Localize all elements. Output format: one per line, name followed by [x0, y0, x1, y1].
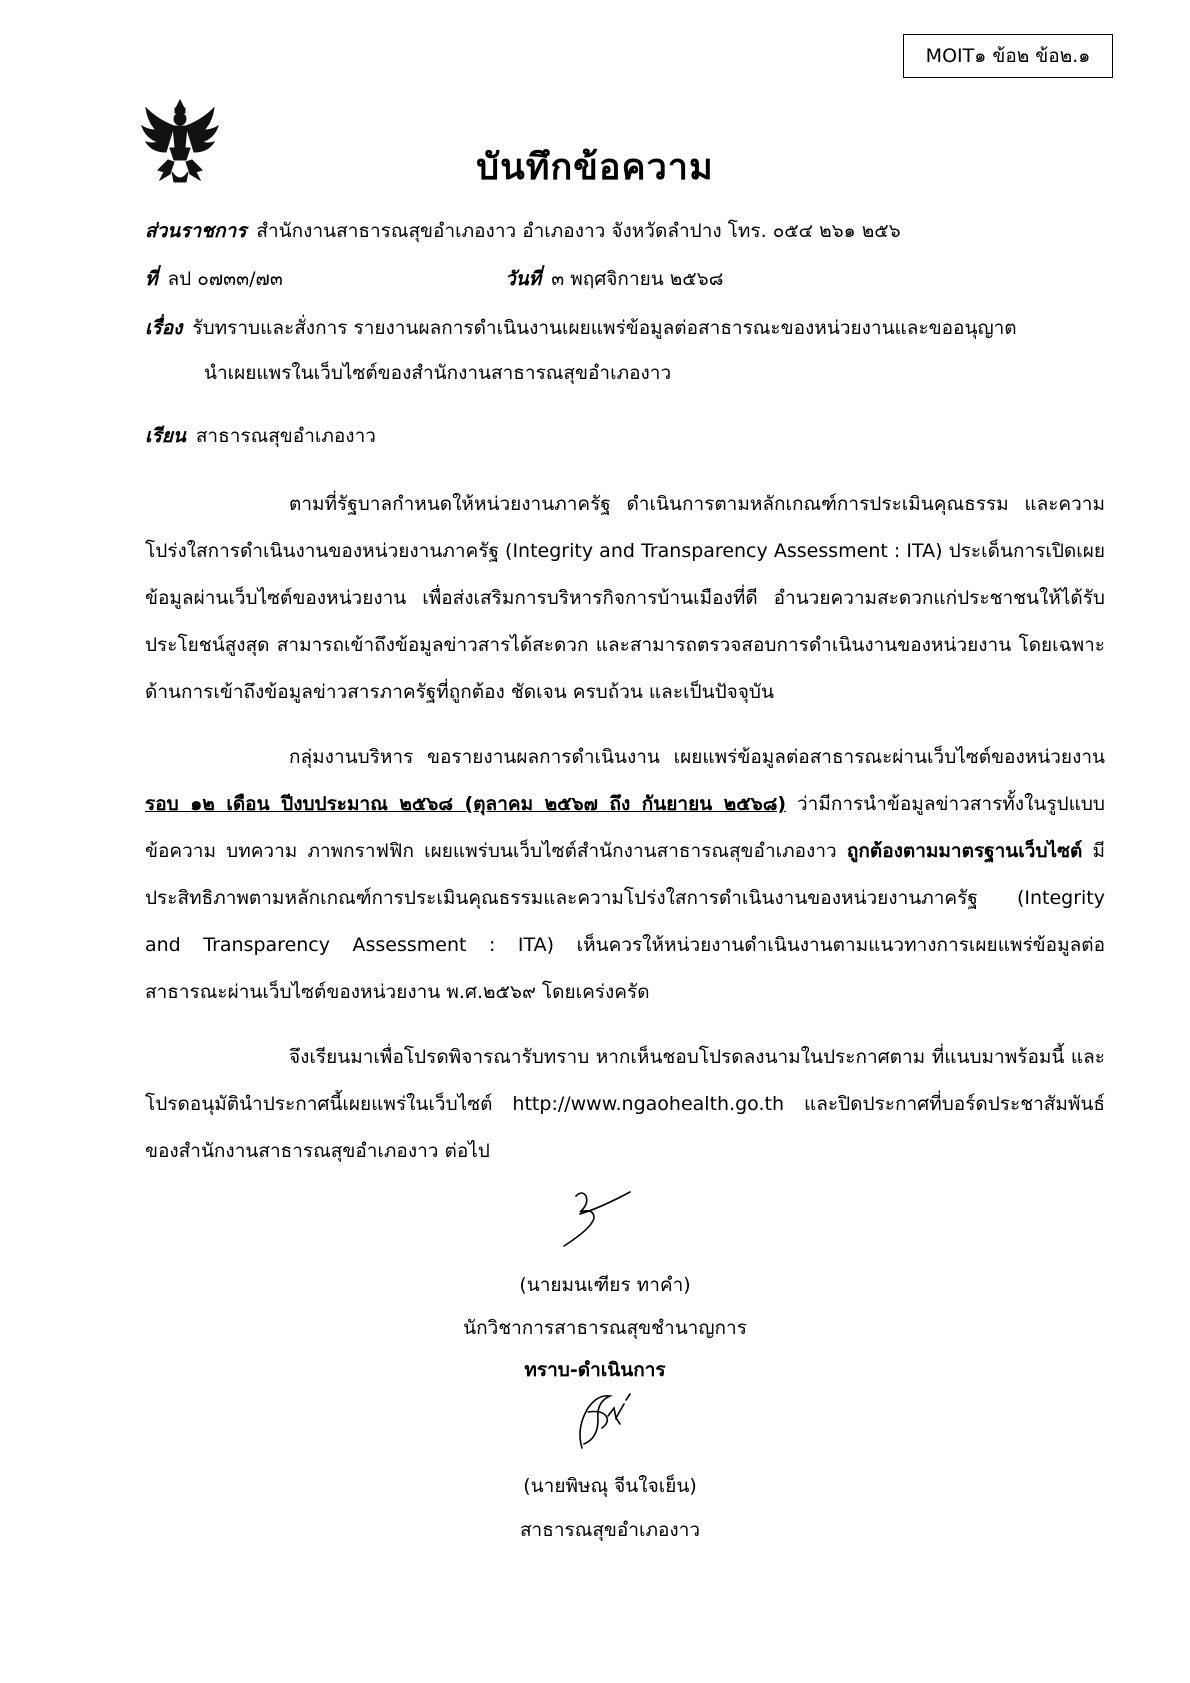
signature-1-icon [556, 1188, 636, 1250]
date-label: วันที่ [505, 268, 542, 290]
body-paragraph-3: จึงเรียนมาเพื่อโปรดพิจารณารับทราบ หากเห็นชอบโปรดลงนามในประกาศตาม ที่แนบมาพร้อมนี้ และโปรดอนุมัตินำประกาศนี้เผยแพร่ในเว็บไซต์ http://www.ngaohealth.go.th และปิดประกาศที่บอร์ดประชาสัมพันธ์ ของสำนักงานสาธารณสุขอำเภองาว ต่อไป [145, 1046, 1105, 1162]
signer-2-name: (นายพิษณุ จีนใจเย็น) [523, 1475, 697, 1497]
paragraph-2-end: มีประสิทธิภาพตามหลักเกณฑ์การประเมินคุณธรรมและความโปร่งใสการดำเนินงานของหน่วยงานภาครัฐ (Integrity and Transparency Assessment : ITA) เห็นควรให้หน่วยงานดำเนินงานตามแนวทางการเผยแพร่ข้อมูลต่อสาธารณะผ่านเว็บไซต์ของหน่วยงาน พ.ศ.๒๕๖๙ โดยเคร่งครัด [145, 840, 1105, 1003]
body-paragraph-2 [145, 734, 1105, 1016]
agency-line [145, 216, 901, 246]
reference-number: ลป ๐๗๓๓/๗๓ [167, 268, 283, 290]
standard-compliance: ถูกต้องตามมาตรฐานเว็บไซต์ [846, 840, 1083, 862]
signer-2-position: สาธารณสุขอำเภองาว [519, 1519, 701, 1541]
reference-line [145, 264, 283, 294]
addressee-value: สาธารณสุขอำเภองาว [195, 425, 376, 447]
approval-note: ทราบ-ดำเนินการ [524, 1359, 666, 1381]
subject-text-line2: นำเผยแพรในเว็บไซต์ของสำนักงานสาธารณสุขอำเภองาว [204, 362, 672, 384]
addressee-label: เรียน [145, 425, 186, 447]
document-title: บันทึกข้อความ [476, 147, 714, 188]
reference-box [903, 34, 1113, 78]
reporting-period: รอบ ๑๒ เดือน ปีงบประมาณ ๒๕๖๘ (ตุลาคม ๒๕๖๗ ถึง กันยายน ๒๕๖๘) [145, 793, 787, 815]
signature-2-icon [548, 1388, 648, 1460]
signer-1-position: นักวิชาการสาธารณสุขชำนาญการ [463, 1317, 747, 1339]
body-paragraph-1: ตามที่รัฐบาลกำหนดให้หน่วยงานภาครัฐ ดำเนินการตามหลักเกณฑ์การประเมินคุณธรรม และความโปร่งใสการดำเนินงานของหน่วยงานภาครัฐ (Integrity and Transparency Assessment : ITA) ประเด็นการเปิดเผยข้อมูลผ่านเว็บไซต์ของหน่วยงาน เพื่อส่งเสริมการบริหารกิจการบ้านเมืองที่ดี อำนวยความสะดวกแก่ประชาชนให้ได้รับประโยชน์สูงสุด สามารถเข้าถึงข้อมูลข่าวสารได้สะดวก และสามารถตรวจสอบการดำเนินงานของหน่วยงาน โดยเฉพาะด้านการเข้าถึงข้อมูลข่าวสารภาครัฐที่ถูกต้อง ชัดเจน ครบถ้วน และเป็นปัจจุบัน [145, 493, 1105, 703]
subject-line [145, 313, 1017, 343]
memo-body [145, 481, 1105, 1193]
paragraph-2-intro: กลุ่มงานบริหาร ขอรายงานผลการดำเนินงาน เผยแพร่ข้อมูลต่อสาธารณะผ่านเว็บไซต์ของหน่วยงาน [289, 746, 1105, 768]
date-value: ๓ พฤศจิกายน ๒๕๖๘ [551, 268, 724, 290]
reference-label: ที่ [145, 268, 158, 290]
subject-text-line1: รับทราบและสั่งการ รายงานผลการดำเนินงานเผยแพร่ข้อมูลต่อสาธารณะของหน่วยงานและขออนุญาต [192, 317, 1017, 339]
reference-code: MOIT๑ ข้อ๒ ข้อ๒.๑ [925, 45, 1091, 67]
signer-1-name: (นายมนเฑียร ทาคำ) [519, 1274, 691, 1296]
addressee-line [145, 421, 376, 451]
date-line [505, 264, 723, 294]
paragraph-2-middle: ว่ามีการนำข้อมูลข่าวสารทั้งในรูปแบบข้อความ บทความ ภาพกราฟฟิก เผยแพร่บนเว็บไซต์สำนักงานสาธารณสุขอำเภองาว [145, 793, 1105, 862]
agency-label: ส่วนราชการ [145, 220, 247, 242]
agency-value: สำนักงานสาธารณสุขอำเภองาว อำเภองาว จังหวัดลำปาง โทร. ๐๕๔ ๒๖๑ ๒๕๖ [256, 220, 901, 242]
subject-label: เรื่อง [145, 317, 183, 339]
